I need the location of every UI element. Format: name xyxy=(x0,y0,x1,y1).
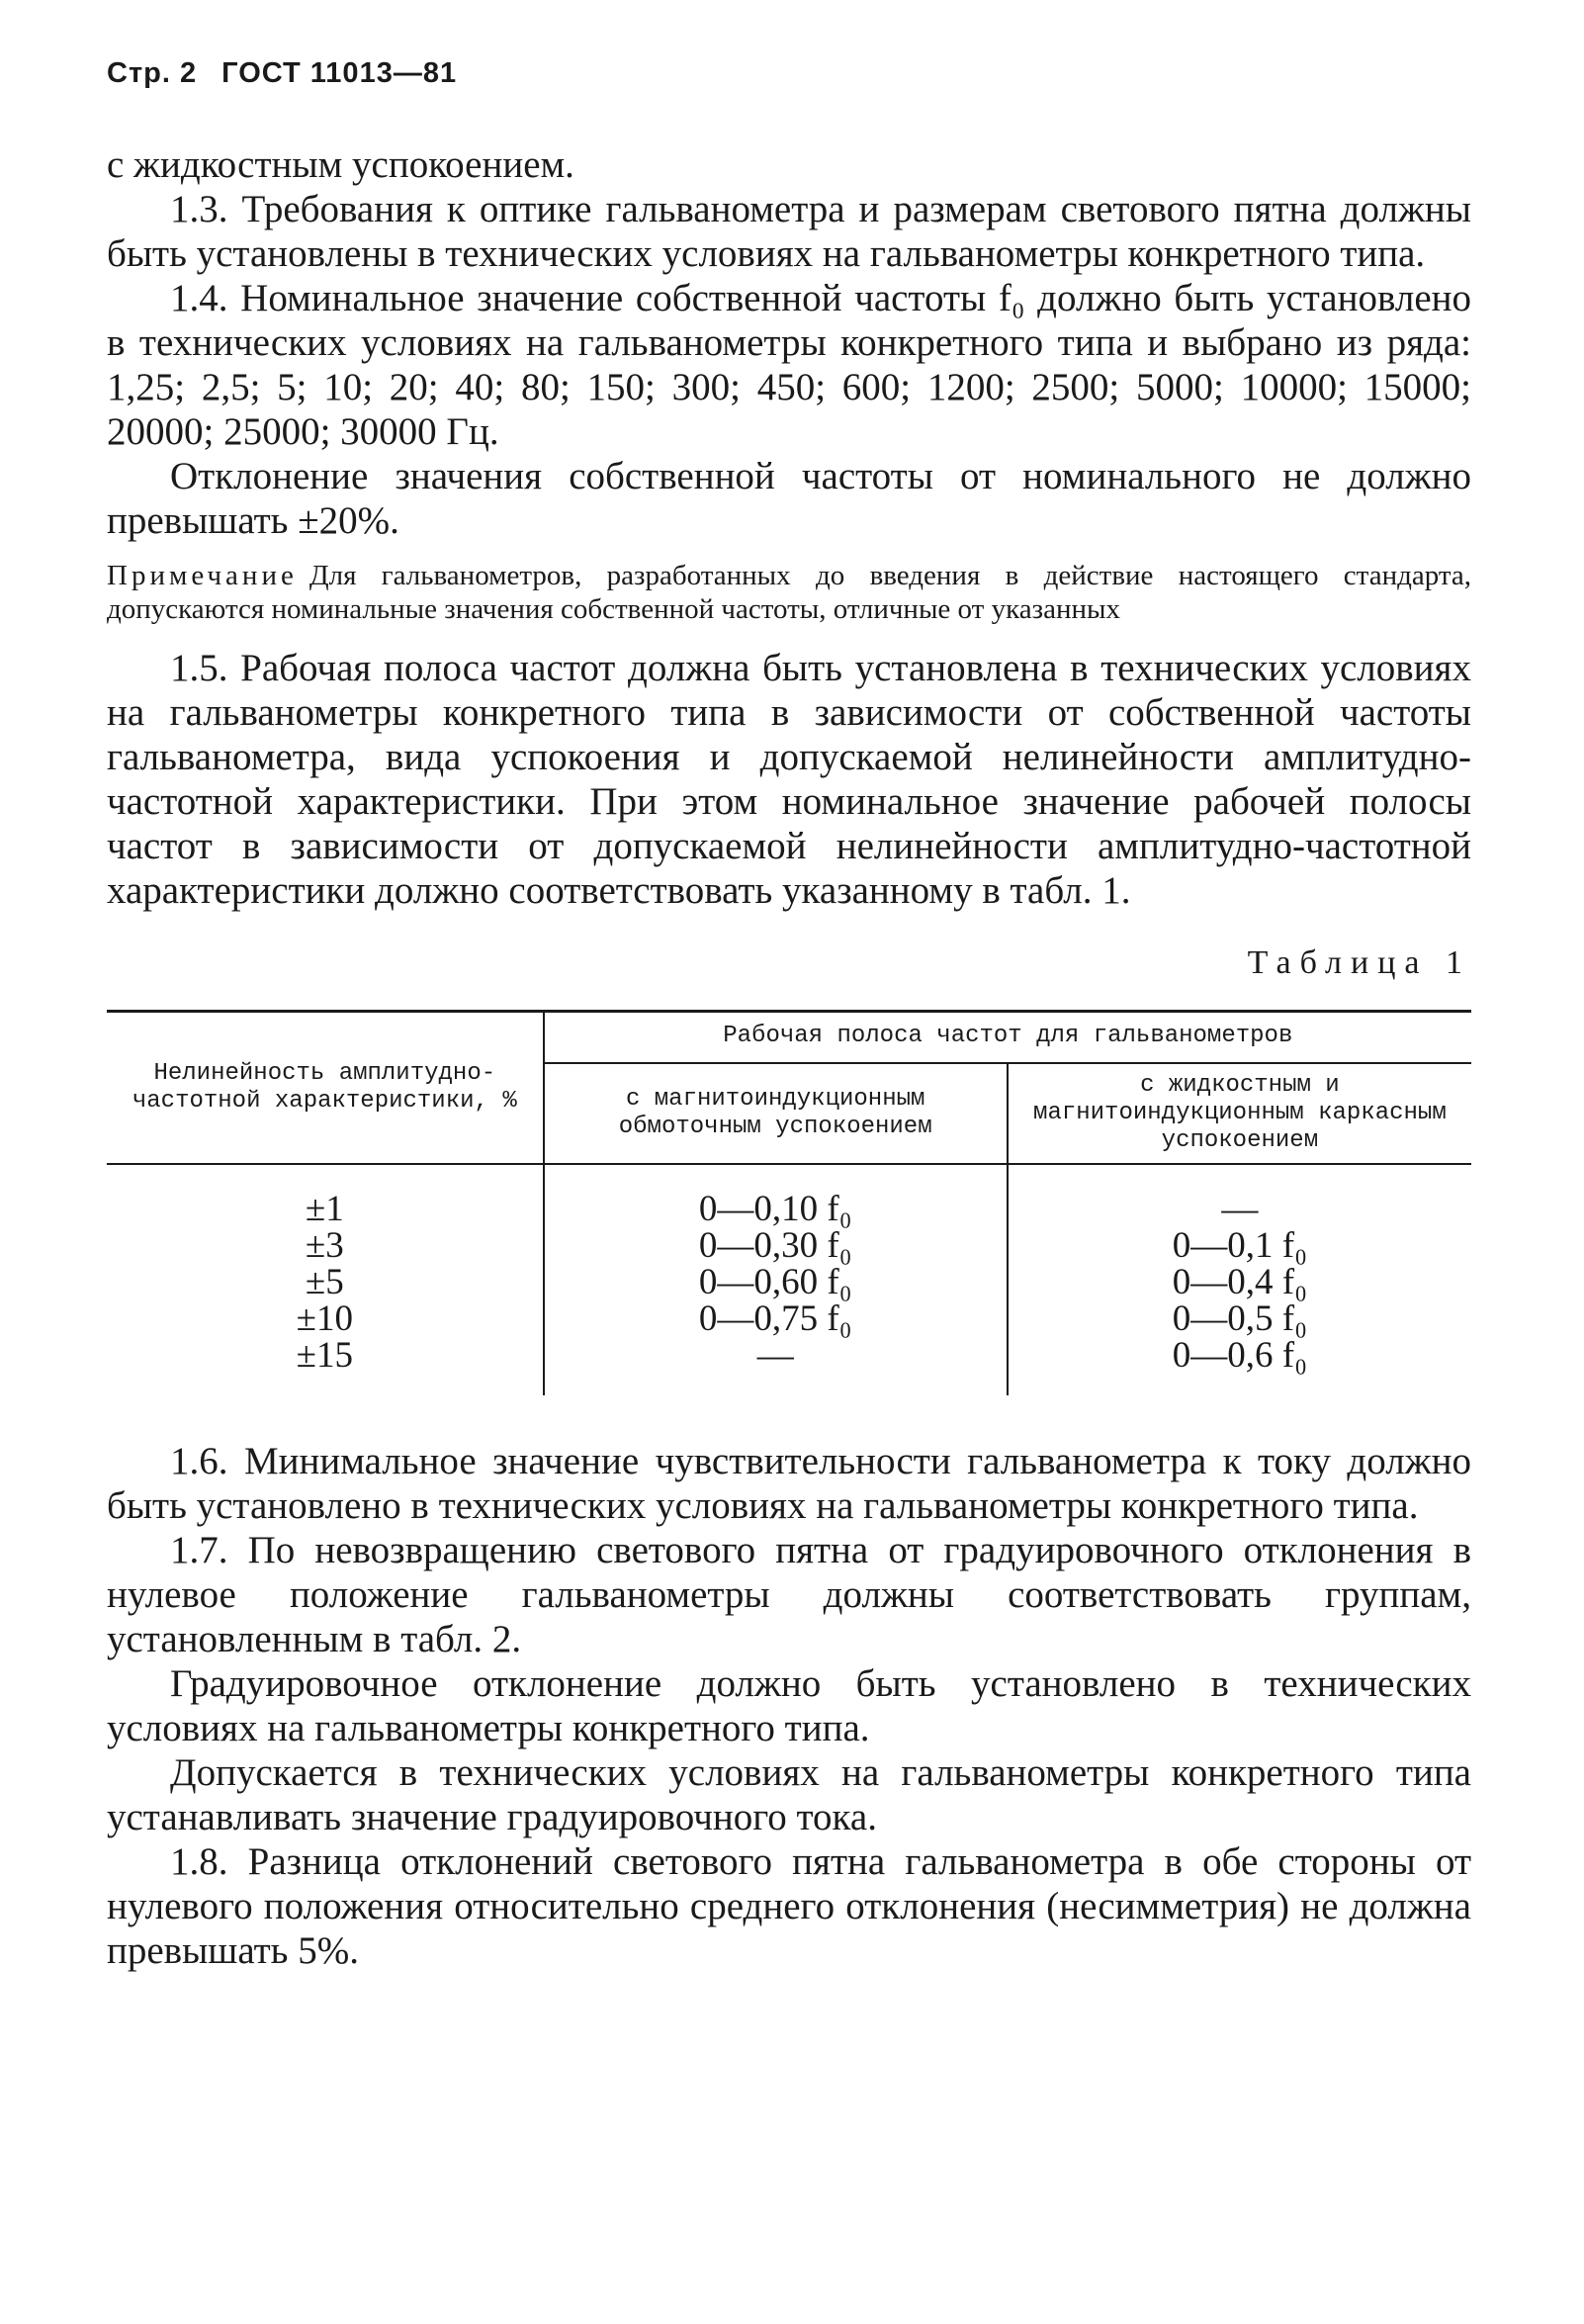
cell-liquid: 0—0,4 f₀ xyxy=(1172,1262,1307,1302)
cell-winding: 0—0,60 f₀ xyxy=(544,1264,1008,1300)
table-row xyxy=(107,1300,1471,1337)
cell-liquid: — xyxy=(1221,1189,1259,1229)
paragraph-1-8: 1.8. Разница отклонений светового пятна гальванометра в обе стороны от нулевого положения относительно среднего отклонения (несимметрия) не должна превышать 5%. xyxy=(107,1840,1471,1972)
cell-winding: 0—0,75 f₀ xyxy=(544,1300,1008,1337)
cell-nonlinearity: ±10 xyxy=(107,1300,544,1337)
table-row xyxy=(107,1264,1471,1300)
col-header-nonlinearity: Нелинейность амплитудно-частотной характеристики, % xyxy=(107,1012,544,1165)
cell-nonlinearity: ±15 xyxy=(107,1337,544,1395)
page-number: Стр. 2 xyxy=(107,57,198,89)
paragraph-1-3: 1.3. Требования к оптике гальванометра и размерам светового пятна должны быть установлены в технических условиях на гальванометры конкретного типа. xyxy=(107,188,1471,275)
note xyxy=(107,559,1471,626)
standard-number: ГОСТ 11013—81 xyxy=(221,57,458,89)
cell-nonlinearity: ±5 xyxy=(107,1264,544,1300)
paragraph-deviation: Отклонение значения собственной частоты от номинального не должно превышать ±20%. xyxy=(107,455,1471,542)
paragraph-1-7: 1.7. По невозвращению светового пятна от градуировочного отклонения в нулевое положение гальванометры должны соответствовать группам, установленным в табл. 2. xyxy=(107,1529,1471,1660)
cell-nonlinearity: ±1 xyxy=(107,1164,544,1227)
paragraph-1-6: 1.6. Минимальное значение чувствительности гальванометра к току должно быть установлено в технических условиях на гальванометры конкретного типа. xyxy=(107,1440,1471,1527)
col-header-group: Рабочая полоса частот для гальванометров xyxy=(544,1012,1471,1064)
cell-liquid: 0—0,6 f₀ xyxy=(1172,1335,1307,1376)
note-text: Для гальванометров, разработанных до введения в действие настоящего стандарта, допускаются номинальные значения собственной частоты, отличные от указанных xyxy=(107,560,1471,625)
paragraph-allowed: Допускается в технических условиях на гальванометры конкретного типа устанавливать значение градуировочного тока. xyxy=(107,1751,1471,1838)
note-label: Примечание xyxy=(107,560,298,591)
table-caption: Таблица 1 xyxy=(1247,944,1471,981)
spacer xyxy=(107,1395,1471,1439)
paragraph-graduation: Градуировочное отклонение должно быть установлено в технических условиях на гальванометры конкретного типа. xyxy=(107,1662,1471,1749)
cell-liquid: 0—0,1 f₀ xyxy=(1172,1225,1307,1266)
paragraph-continuation: с жидкостным успокоением. xyxy=(107,143,574,186)
paragraph-1-5: 1.5. Рабочая полоса частот должна быть установлена в технических условиях на гальванометры конкретного типа в зависимости от собственной частоты гальванометра, вида успокоения и допускаемой нелинейности амплитудно-частотной характеристики. При этом номинальное значение рабочей полосы частот в зависимости от допускаемой нелинейности амплитудно-частотной характеристики должно соответствовать указанному в табл. 1. xyxy=(107,647,1471,912)
cell-winding: 0—0,30 f₀ xyxy=(544,1227,1008,1264)
col-header-liquid: с жидкостным и магнитоиндукционным каркасным успокоением xyxy=(1008,1063,1471,1164)
table-1 xyxy=(107,1010,1471,1395)
cell-nonlinearity: ±3 xyxy=(107,1227,544,1264)
table-row xyxy=(107,1164,1471,1227)
cell-liquid: 0—0,5 f₀ xyxy=(1172,1298,1307,1339)
cell-winding: 0—0,10 f₀ xyxy=(544,1164,1008,1227)
col-header-winding: с магнитоиндукционным обмоточным успокоением xyxy=(544,1063,1008,1164)
table-row xyxy=(107,1227,1471,1264)
table-row xyxy=(107,1337,1471,1395)
document-page xyxy=(107,57,1471,1973)
cell-winding: — xyxy=(544,1337,1008,1395)
paragraph-1-4: 1.4. Номинальное значение собственной частоты f₀ должно быть установлено в технических условиях на гальванометры конкретного типа и выбрано из ряда: 1,25; 2,5; 5; 10; 20; 40; 80; 150; 300; 450; 600; 1200; 2500; 5000; 10000; 15000; 20000; 25000; 30000 Гц. xyxy=(107,277,1471,453)
page-header xyxy=(107,57,1471,101)
